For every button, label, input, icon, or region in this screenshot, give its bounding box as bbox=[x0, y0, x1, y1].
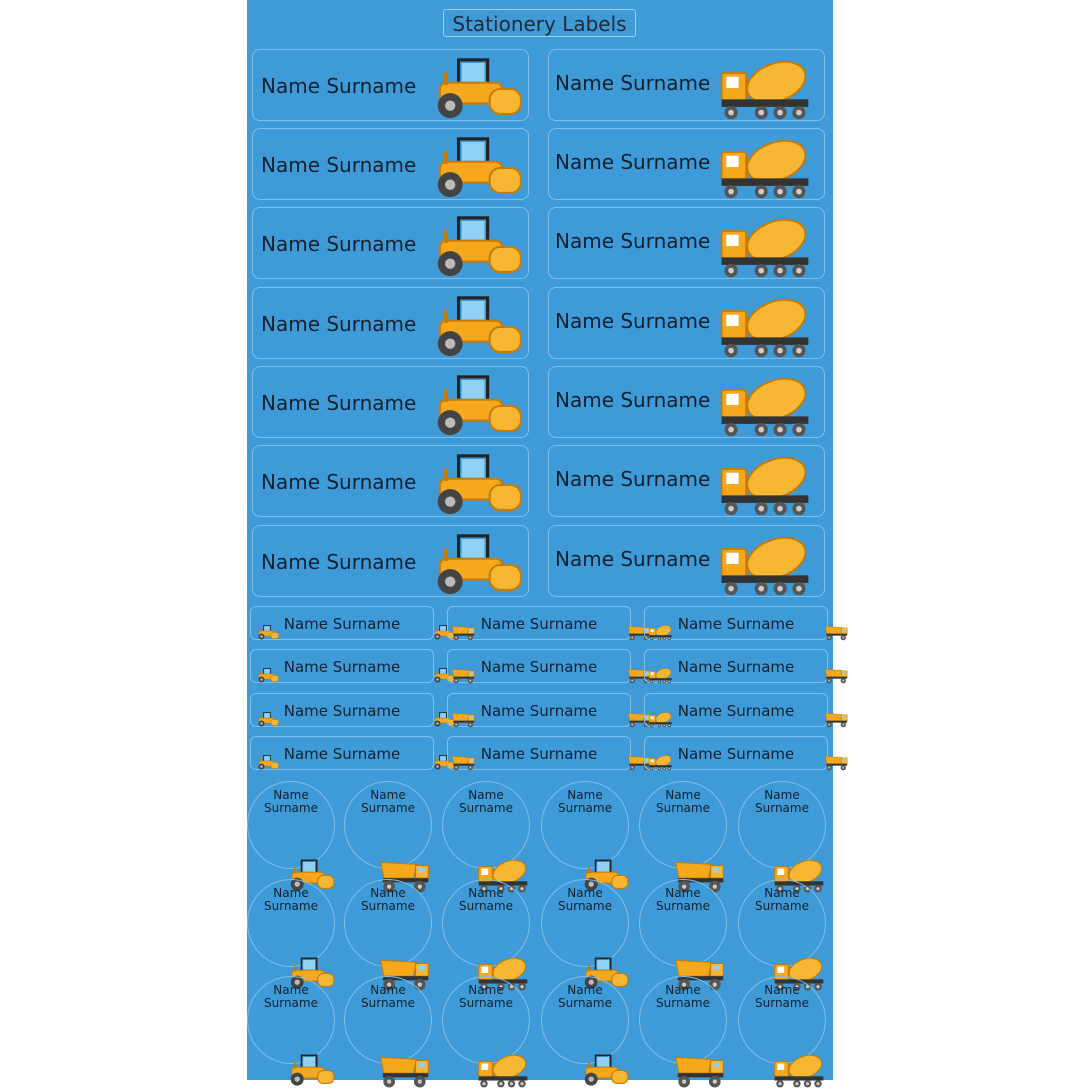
name-label-large bbox=[548, 366, 825, 438]
label-name-text: Name Surname bbox=[261, 153, 417, 177]
road-roller-icon bbox=[419, 214, 523, 280]
label-first-name: Name bbox=[764, 788, 800, 802]
label-last-name: Surname bbox=[361, 801, 415, 815]
name-label-large bbox=[252, 49, 529, 121]
label-last-name: Surname bbox=[264, 899, 318, 913]
name-label-round bbox=[541, 781, 629, 869]
label-name-text: Name Surname bbox=[480, 615, 598, 633]
label-last-name: Surname bbox=[656, 996, 710, 1010]
road-roller-icon bbox=[419, 294, 523, 360]
label-name-text: Name Surname bbox=[261, 232, 417, 256]
label-first-name: Name bbox=[665, 886, 701, 900]
road-roller-icon bbox=[419, 56, 523, 122]
label-first-name: Name bbox=[370, 788, 406, 802]
dump-truck-icon bbox=[824, 667, 849, 684]
name-label-large bbox=[252, 287, 529, 359]
label-first-name: Name bbox=[370, 983, 406, 997]
name-label-small bbox=[250, 736, 434, 770]
label-name-text: Name Surname bbox=[283, 702, 401, 720]
name-label-large bbox=[252, 445, 529, 517]
name-label-round bbox=[541, 879, 629, 967]
name-label-round bbox=[344, 976, 432, 1064]
label-first-name: Name bbox=[468, 983, 504, 997]
label-name-text: Name Surname bbox=[555, 547, 711, 571]
name-label-round bbox=[344, 781, 432, 869]
dump-truck-icon bbox=[824, 711, 849, 728]
name-label-large bbox=[548, 207, 825, 279]
label-name-text: Name Surname bbox=[261, 550, 417, 574]
label-last-name: Surname bbox=[755, 996, 809, 1010]
label-name-text: Name Surname bbox=[261, 470, 417, 494]
name-label-small bbox=[447, 606, 631, 640]
label-last-name: Surname bbox=[656, 899, 710, 913]
name-label-round bbox=[247, 879, 335, 967]
sheet-title: Stationery Labels bbox=[443, 9, 636, 37]
road-roller-icon bbox=[419, 452, 523, 518]
name-label-small bbox=[447, 649, 631, 683]
dump-truck-icon bbox=[824, 754, 849, 771]
cement-mixer-icon bbox=[715, 373, 815, 439]
name-label-small bbox=[250, 693, 434, 727]
label-last-name: Surname bbox=[656, 801, 710, 815]
label-first-name: Name bbox=[273, 788, 309, 802]
dump-truck-icon bbox=[673, 1052, 727, 1089]
cement-mixer-icon bbox=[715, 214, 815, 280]
label-name-text: Name Surname bbox=[283, 615, 401, 633]
name-label-small bbox=[644, 736, 828, 770]
label-name-text: Name Surname bbox=[480, 658, 598, 676]
name-label-round bbox=[738, 976, 826, 1064]
name-label-small bbox=[250, 606, 434, 640]
label-name-text: Name Surname bbox=[555, 388, 711, 412]
name-label-round bbox=[344, 879, 432, 967]
name-label-large bbox=[252, 207, 529, 279]
name-label-round bbox=[541, 976, 629, 1064]
name-label-large bbox=[548, 128, 825, 200]
label-first-name: Name bbox=[273, 886, 309, 900]
label-first-name: Name bbox=[468, 788, 504, 802]
name-label-large bbox=[548, 445, 825, 517]
label-name-text: Name Surname bbox=[261, 312, 417, 336]
label-first-name: Name bbox=[567, 788, 603, 802]
label-name-text: Name Surname bbox=[480, 702, 598, 720]
label-name-text: Name Surname bbox=[283, 745, 401, 763]
label-first-name: Name bbox=[567, 983, 603, 997]
name-label-round bbox=[247, 976, 335, 1064]
name-label-round bbox=[247, 781, 335, 869]
road-roller-icon bbox=[419, 135, 523, 201]
name-label-small bbox=[644, 693, 828, 727]
name-label-large bbox=[252, 128, 529, 200]
label-last-name: Surname bbox=[459, 899, 513, 913]
label-name-text: Name Surname bbox=[261, 74, 417, 98]
label-first-name: Name bbox=[764, 983, 800, 997]
label-first-name: Name bbox=[468, 886, 504, 900]
label-last-name: Surname bbox=[361, 996, 415, 1010]
road-roller-icon bbox=[281, 1052, 335, 1089]
name-label-small bbox=[250, 649, 434, 683]
label-name-text: Name Surname bbox=[677, 658, 795, 676]
name-label-small bbox=[447, 693, 631, 727]
name-label-small bbox=[644, 649, 828, 683]
label-name-text: Name Surname bbox=[555, 467, 711, 491]
label-last-name: Surname bbox=[755, 899, 809, 913]
label-first-name: Name bbox=[665, 983, 701, 997]
name-label-large bbox=[252, 366, 529, 438]
name-label-round bbox=[738, 781, 826, 869]
cement-mixer-icon bbox=[715, 135, 815, 201]
label-first-name: Name bbox=[665, 788, 701, 802]
cement-mixer-icon bbox=[715, 294, 815, 360]
name-label-round bbox=[442, 879, 530, 967]
cement-mixer-icon bbox=[715, 56, 815, 122]
name-label-large bbox=[548, 49, 825, 121]
label-first-name: Name bbox=[764, 886, 800, 900]
cement-mixer-icon bbox=[476, 1052, 530, 1089]
cement-mixer-icon bbox=[772, 1052, 826, 1089]
name-label-small bbox=[447, 736, 631, 770]
label-last-name: Surname bbox=[558, 899, 612, 913]
name-label-round bbox=[639, 879, 727, 967]
name-label-round bbox=[738, 879, 826, 967]
name-label-round bbox=[639, 976, 727, 1064]
cement-mixer-icon bbox=[715, 452, 815, 518]
name-label-round bbox=[639, 781, 727, 869]
name-label-large bbox=[548, 525, 825, 597]
label-first-name: Name bbox=[370, 886, 406, 900]
label-name-text: Name Surname bbox=[555, 71, 711, 95]
label-name-text: Name Surname bbox=[555, 150, 711, 174]
road-roller-icon bbox=[419, 373, 523, 439]
label-last-name: Surname bbox=[558, 801, 612, 815]
label-name-text: Name Surname bbox=[555, 309, 711, 333]
label-name-text: Name Surname bbox=[480, 745, 598, 763]
label-first-name: Name bbox=[567, 886, 603, 900]
name-label-large bbox=[252, 525, 529, 597]
label-name-text: Name Surname bbox=[677, 745, 795, 763]
label-name-text: Name Surname bbox=[677, 615, 795, 633]
label-last-name: Surname bbox=[558, 996, 612, 1010]
dump-truck-icon bbox=[378, 1052, 432, 1089]
label-first-name: Name bbox=[273, 983, 309, 997]
label-name-text: Name Surname bbox=[283, 658, 401, 676]
label-name-text: Name Surname bbox=[261, 391, 417, 415]
road-roller-icon bbox=[575, 1052, 629, 1089]
label-last-name: Surname bbox=[459, 996, 513, 1010]
label-name-text: Name Surname bbox=[555, 229, 711, 253]
name-label-round bbox=[442, 781, 530, 869]
label-last-name: Surname bbox=[361, 899, 415, 913]
name-label-large bbox=[548, 287, 825, 359]
dump-truck-icon bbox=[824, 624, 849, 641]
label-last-name: Surname bbox=[755, 801, 809, 815]
label-last-name: Surname bbox=[459, 801, 513, 815]
label-name-text: Name Surname bbox=[677, 702, 795, 720]
name-label-small bbox=[644, 606, 828, 640]
cement-mixer-icon bbox=[715, 532, 815, 598]
label-last-name: Surname bbox=[264, 996, 318, 1010]
road-roller-icon bbox=[419, 532, 523, 598]
label-last-name: Surname bbox=[264, 801, 318, 815]
name-label-round bbox=[442, 976, 530, 1064]
